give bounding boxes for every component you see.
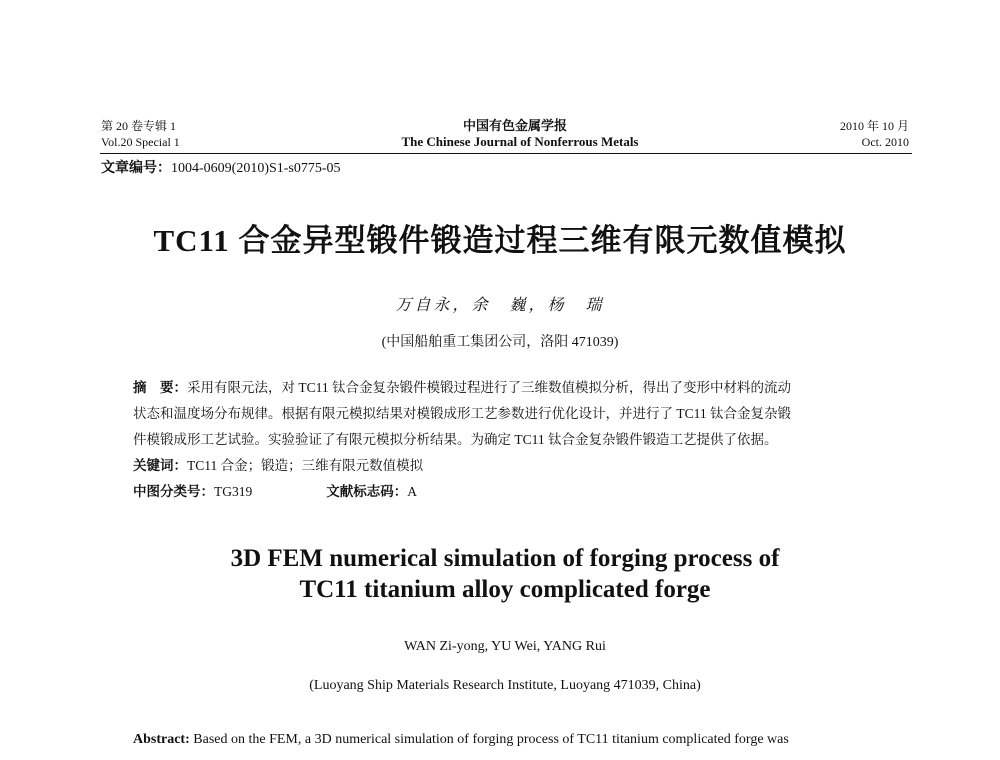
affiliation-en: (Luoyang Ship Materials Research Institute, Luoyang 471039, China) (309, 678, 701, 693)
date-en: Oct. 2010 (861, 135, 909, 149)
volume-cn: 第 20 卷专辑 1 (101, 119, 177, 133)
abstract-label-cn: 摘 要： (133, 380, 187, 395)
volume-en: Vol.20 Special 1 (101, 135, 180, 149)
paper-title-en-line2: TC11 titanium alloy complicated forge (299, 576, 711, 603)
doc-code-label: 文献标志码： (326, 484, 408, 499)
doc-code-value: A (407, 484, 417, 499)
keywords-label-cn: 关键词： (133, 458, 187, 473)
abstract-label-en: Abstract: (133, 732, 190, 747)
abstract-en (133, 732, 789, 748)
abstract-cn-line: 件模锻成形工艺试验。实验验证了有限元模拟分析结果。为确定 TC11 钛合金复杂锻件锻造工艺提供了依据。 (133, 432, 778, 447)
article-number (101, 157, 341, 177)
keywords-cn (133, 453, 885, 479)
paper-title-en-line1: 3D FEM numerical simulation of forging process of (230, 545, 780, 572)
abstract-en-text: Based on the FEM, a 3D numerical simulation of forging process of TC11 titanium complicated forge was (193, 732, 789, 747)
authors-en: WAN Zi-yong, YU Wei, YANG Rui (404, 639, 606, 654)
header-rule (100, 153, 912, 154)
date-cn: 2010 年 10 月 (839, 119, 909, 133)
abstract-cn (133, 375, 885, 505)
abstract-cn-line: 状态和温度场分布规律。根据有限元模拟结果对模锻成形工艺参数进行优化设计，并进行了 TC11 钛合金复杂锻 (133, 406, 791, 421)
clc-value: TG319 (214, 484, 253, 499)
article-number-label: 文章编号： (101, 161, 171, 176)
classification-cn (133, 479, 885, 505)
article-number-value: 1004-0609(2010)S1-s0775-05 (171, 161, 341, 176)
affiliation-cn: (中国船舶重工集团公司，洛阳 471039) (381, 335, 619, 350)
keywords-value-cn: TC11 合金；锻造；三维有限元数值模拟 (187, 458, 424, 473)
clc-label: 中图分类号： (133, 484, 214, 499)
authors-cn: 万自永，余 巍，杨 瑞 (395, 297, 605, 314)
journal-title-cn: 中国有色金属学报 (462, 118, 567, 133)
abstract-cn-line: 采用有限元法，对 TC11 钛合金复杂锻件模锻过程进行了三维数值模拟分析，得出了变形中材料的流动 (187, 380, 791, 395)
paper-title-cn: TC11 合金异型锻件锻造过程三维有限元数值模拟 (153, 223, 847, 258)
journal-title-en: The Chinese Journal of Nonferrous Metals (401, 134, 639, 149)
